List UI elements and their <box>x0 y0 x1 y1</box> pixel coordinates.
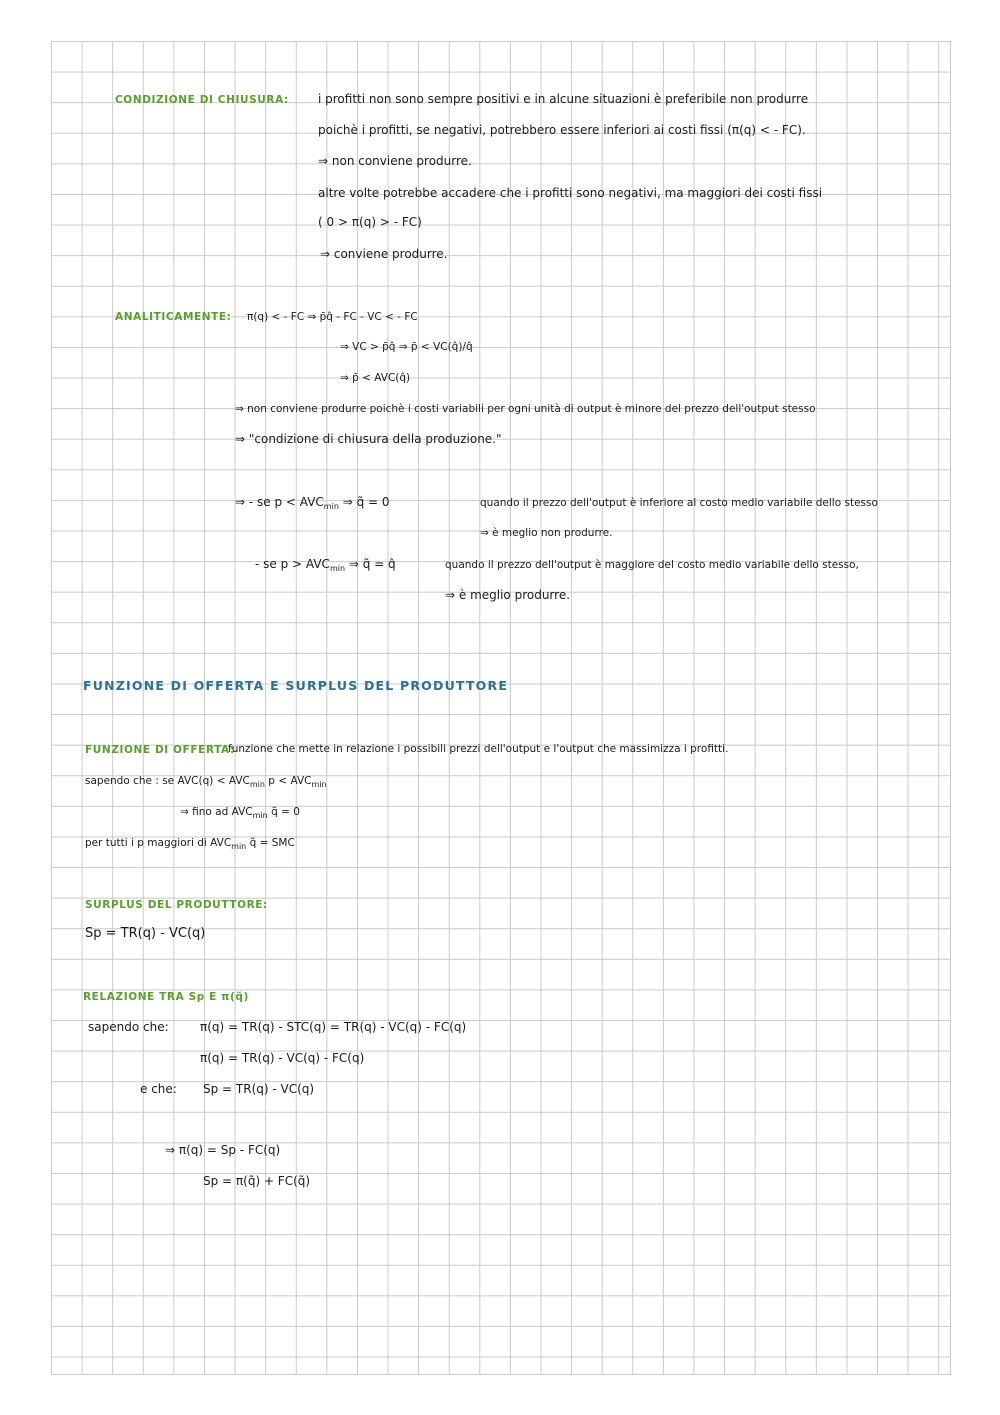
offerta-line-3-b: q̃ = SMC <box>246 837 295 849</box>
chiusura-line-3: ⇒ non conviene produrre. <box>318 154 472 168</box>
case-2-condition <box>255 556 396 577</box>
relazione-eq-5: Sp = π(q̃) + FC(q̃) <box>203 1174 311 1188</box>
case-1-result: ⇒ è meglio non produrre. <box>480 527 613 539</box>
offerta-line-2-sub: min <box>252 811 268 820</box>
offerta-definition: funzione che mette in relazione i possibili prezzi dell'output e l'output che massimizza i profitti. <box>228 743 729 755</box>
offerta-line-2-a: ⇒ fino ad AVC <box>180 806 253 818</box>
heading-analiticamente: ANALITICAMENTE: <box>115 311 232 323</box>
heading-relazione: RELAZIONE TRA Sp E π(q̃) <box>83 991 249 1003</box>
case-1-text: quando il prezzo dell'output è inferiore al costo medio variabile dello stesso <box>480 497 878 509</box>
surplus-formula: Sp = TR(q) - VC(q) <box>85 926 206 941</box>
relazione-label-1: sapendo che: <box>88 1020 169 1034</box>
case-1-right: ⇒ q̃ = 0 <box>342 495 390 509</box>
offerta-line-1 <box>85 773 327 793</box>
relazione-eq-2: π(q) = TR(q) - VC(q) - FC(q) <box>200 1051 365 1065</box>
chiusura-line-1: i profitti non sono sempre positivi e in alcune situazioni è preferibile non produrre <box>318 92 809 106</box>
analitica-eq-3: ⇒ p̄ < AVC(q̂) <box>340 372 411 384</box>
relazione-eq-3: Sp = TR(q) - VC(q) <box>203 1082 315 1096</box>
chiusura-line-5: ( 0 > π(q) > - FC) <box>318 215 422 229</box>
analitica-eq-4: ⇒ non conviene produrre poichè i costi variabili per ogni unità di output è minore del prezzo dell'output stesso <box>235 403 816 415</box>
analitica-eq-1: π(q) < - FC ⇒ p̄q̂ - FC - VC < - FC <box>247 311 418 323</box>
offerta-line-2-b: q̃ = 0 <box>267 806 300 818</box>
case-2-subscript: min <box>329 564 346 573</box>
chiusura-line-2: poichè i profitti, se negativi, potrebbero essere inferiori ai costi fissi (π(q) < - FC). <box>318 123 806 137</box>
case-1-subscript: min <box>323 502 339 511</box>
analitica-eq-5: ⇒ "condizione di chiusura della produzione." <box>235 432 502 446</box>
section-title-offerta-surplus: FUNZIONE DI OFFERTA E SURPLUS DEL PRODUTTORE <box>83 678 509 693</box>
grid-paper-background <box>51 41 951 1375</box>
case-2-result: ⇒ è meglio produrre. <box>445 588 571 602</box>
heading-condizione-chiusura: CONDIZIONE DI CHIUSURA: <box>115 94 289 106</box>
offerta-line-1-sub2: min <box>311 780 327 789</box>
relazione-label-2: e che: <box>140 1082 177 1096</box>
case-2-right: ⇒ q̃ = q̂ <box>348 557 396 571</box>
offerta-line-2 <box>180 804 300 824</box>
heading-funzione-offerta: FUNZIONE DI OFFERTA: <box>85 744 235 756</box>
chiusura-line-4: altre volte potrebbe accadere che i profitti sono negativi, ma maggiori dei costi fissi <box>318 186 823 200</box>
offerta-line-3-sub: min <box>231 842 247 851</box>
offerta-line-3-a: per tutti i p maggiori di AVC <box>85 837 232 849</box>
offerta-line-3 <box>85 835 295 855</box>
offerta-line-1-b: p < AVC <box>264 775 312 787</box>
analitica-eq-2: ⇒ VC > p̄q̂ ⇒ p̄ < VC(q̂)/q̂ <box>340 341 473 353</box>
case-1-left: ⇒ - se p < AVC <box>235 495 324 509</box>
case-2-text: quando il prezzo dell'output è maggiore del costo medio variabile dello stesso, <box>445 559 859 571</box>
offerta-line-1-a: sapendo che : se AVC(q) < AVC <box>85 775 250 787</box>
chiusura-line-6: ⇒ conviene produrre. <box>320 247 448 261</box>
relazione-eq-1: π(q) = TR(q) - STC(q) = TR(q) - VC(q) - FC(q) <box>200 1020 467 1034</box>
offerta-line-1-sub1: min <box>249 780 265 789</box>
heading-surplus-produttore: SURPLUS DEL PRODUTTORE: <box>85 899 268 911</box>
case-1-condition <box>235 494 390 515</box>
case-2-left: - se p > AVC <box>255 557 330 571</box>
relazione-eq-4: ⇒ π(q) = Sp - FC(q) <box>165 1143 281 1157</box>
